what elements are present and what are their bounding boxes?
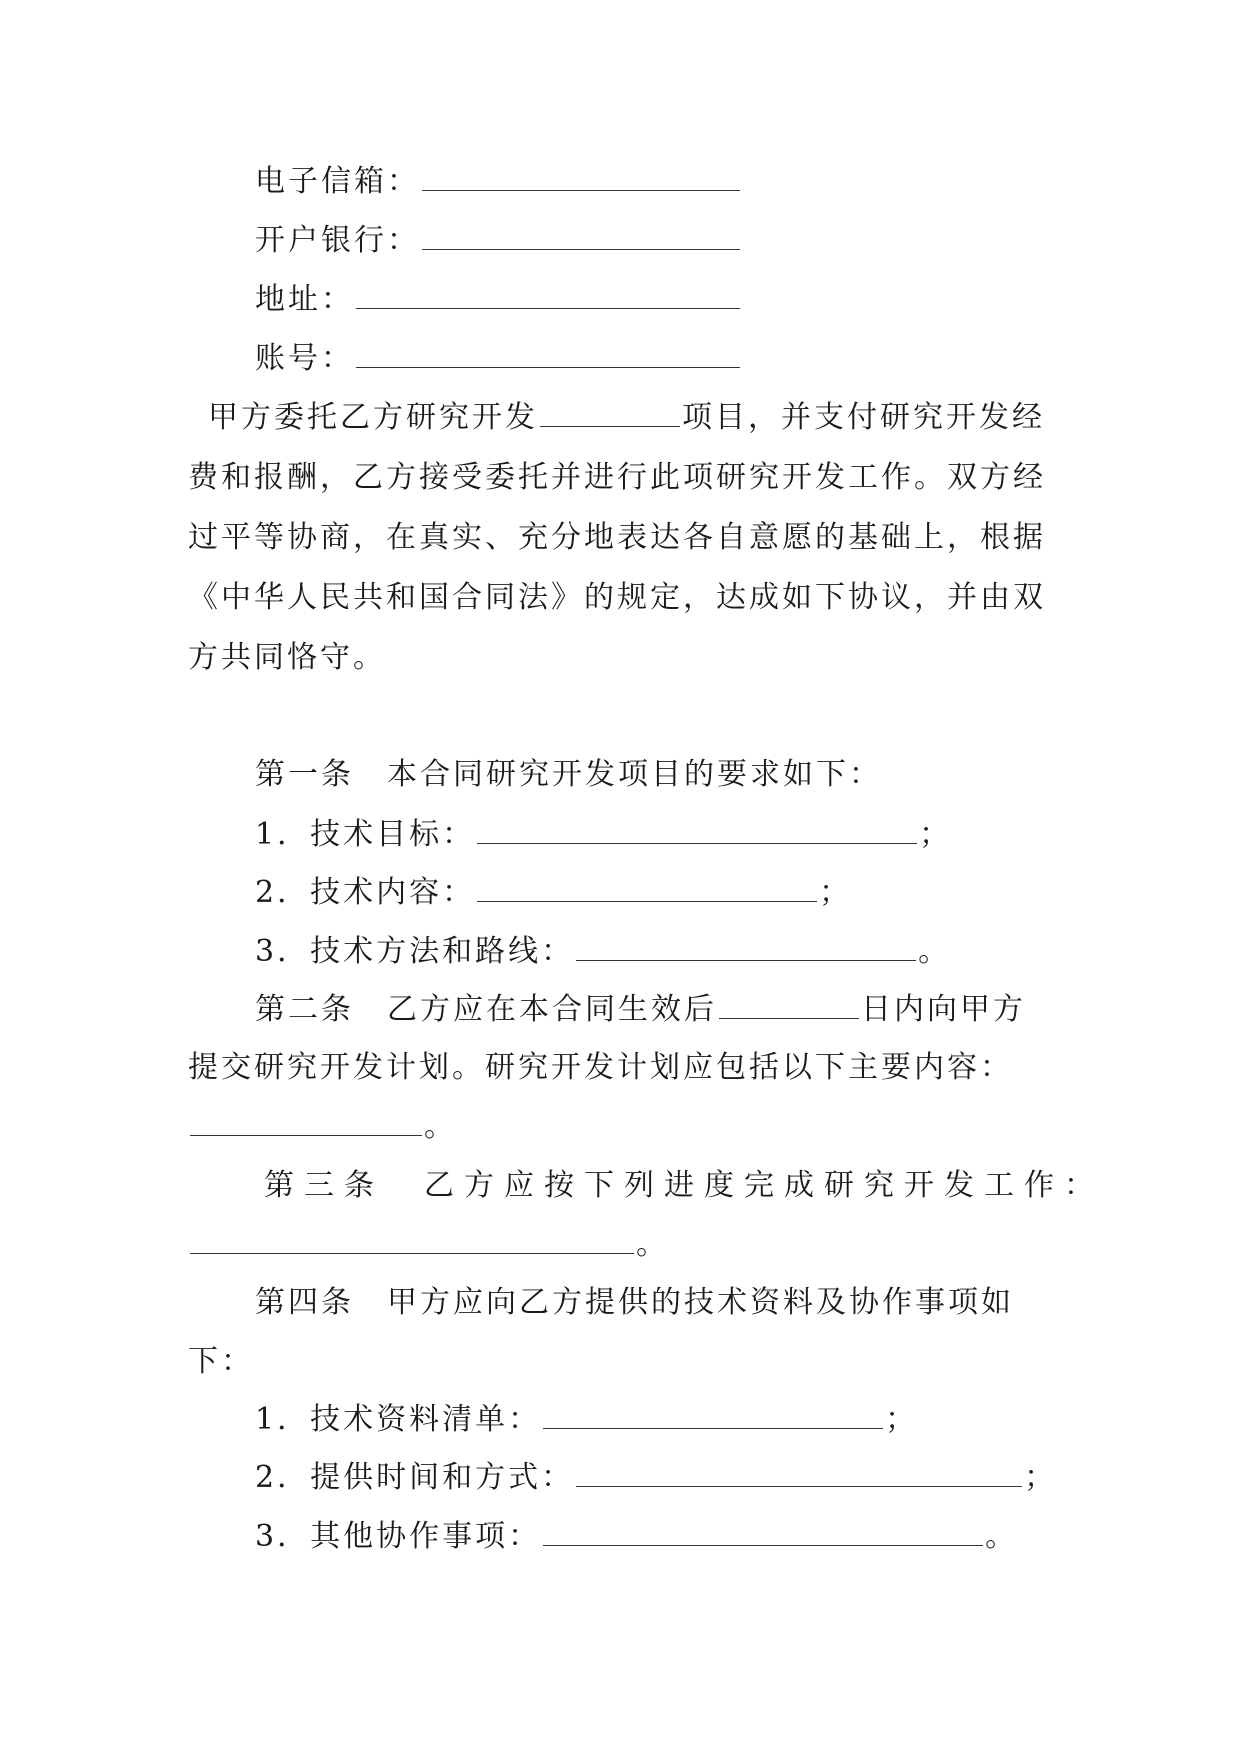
article-2-line-2: 提交研究开发计划。研究开发计划应包括以下主要内容： bbox=[188, 1050, 1013, 1085]
intro-text-1a: 甲方委托乙方研究开发 bbox=[208, 400, 538, 435]
article-1-item-1 bbox=[255, 815, 952, 855]
time-method-label: 2．提供时间和方式： bbox=[255, 1460, 575, 1495]
bank-label: 开户银行： bbox=[255, 223, 420, 258]
punct: 。 bbox=[636, 1227, 669, 1262]
punct: 。 bbox=[918, 934, 952, 969]
email-blank bbox=[422, 162, 740, 191]
account-blank bbox=[356, 339, 740, 368]
tech-goal-label: 1．技术目标： bbox=[255, 817, 476, 852]
materials-list-blank bbox=[543, 1400, 883, 1429]
punct: ； bbox=[819, 875, 853, 910]
article-3-line-2 bbox=[188, 1225, 669, 1265]
email-row bbox=[255, 162, 742, 202]
intro-line-2: 费和报酬，乙方接受委托并进行此项研究开发工作。双方经 bbox=[188, 460, 1046, 495]
tech-content-label: 2．技术内容： bbox=[255, 875, 476, 910]
intro-line-4: 《中华人民共和国合同法》的规定，达成如下协议，并由双 bbox=[188, 580, 1046, 615]
article-4-item-3 bbox=[255, 1517, 1018, 1557]
article-2-line-3 bbox=[188, 1107, 457, 1147]
intro-line-3: 过平等协商，在真实、充分地表达各自意愿的基础上，根据 bbox=[188, 520, 1046, 555]
punct: 。 bbox=[424, 1109, 457, 1144]
punct: ； bbox=[1024, 1460, 1058, 1495]
tech-goal-blank bbox=[477, 815, 917, 844]
account-row bbox=[255, 339, 742, 379]
other-items-label: 3．其他协作事项： bbox=[255, 1519, 542, 1554]
days-blank bbox=[719, 990, 859, 1019]
other-items-blank bbox=[543, 1517, 983, 1546]
tech-method-blank bbox=[576, 932, 916, 961]
article-1-title: 第一条 本合同研究开发项目的要求如下： bbox=[255, 757, 882, 792]
article-4-line-1: 第四条 甲方应向乙方提供的技术资料及协作事项如 bbox=[255, 1285, 1014, 1320]
intro-line-5: 方共同恪守。 bbox=[188, 640, 386, 675]
article-1-item-2 bbox=[255, 873, 852, 913]
tech-method-label: 3．技术方法和路线： bbox=[255, 934, 575, 969]
article-2-text-1b: 日内向甲方 bbox=[861, 992, 1026, 1027]
article-3-line-1: 第三条 乙方应按下列进度完成研究开发工作： bbox=[264, 1168, 1104, 1203]
bank-row bbox=[255, 221, 742, 261]
materials-list-label: 1．技术资料清单： bbox=[255, 1402, 542, 1437]
punct: 。 bbox=[985, 1519, 1019, 1554]
plan-content-blank bbox=[190, 1107, 422, 1136]
article-1-item-3 bbox=[255, 932, 951, 972]
article-4-line-2: 下： bbox=[188, 1344, 254, 1379]
punct: ； bbox=[919, 817, 953, 852]
email-label: 电子信箱： bbox=[255, 164, 420, 199]
article-2-line-1 bbox=[255, 990, 1026, 1030]
address-label: 地址： bbox=[255, 282, 354, 317]
address-blank bbox=[356, 280, 740, 309]
punct: ； bbox=[885, 1402, 919, 1437]
tech-content-blank bbox=[477, 873, 817, 902]
article-2-text-1a: 第二条 乙方应在本合同生效后 bbox=[255, 992, 717, 1027]
article-4-item-2 bbox=[255, 1458, 1057, 1498]
schedule-blank bbox=[190, 1225, 634, 1254]
bank-blank bbox=[422, 221, 740, 250]
project-blank bbox=[540, 398, 680, 427]
address-row bbox=[255, 280, 742, 320]
account-label: 账号： bbox=[255, 341, 354, 376]
intro-line-1 bbox=[208, 398, 1045, 438]
article-4-item-1 bbox=[255, 1400, 918, 1440]
intro-text-1b: 项目，并支付研究开发经 bbox=[682, 400, 1045, 435]
time-method-blank bbox=[576, 1458, 1022, 1487]
